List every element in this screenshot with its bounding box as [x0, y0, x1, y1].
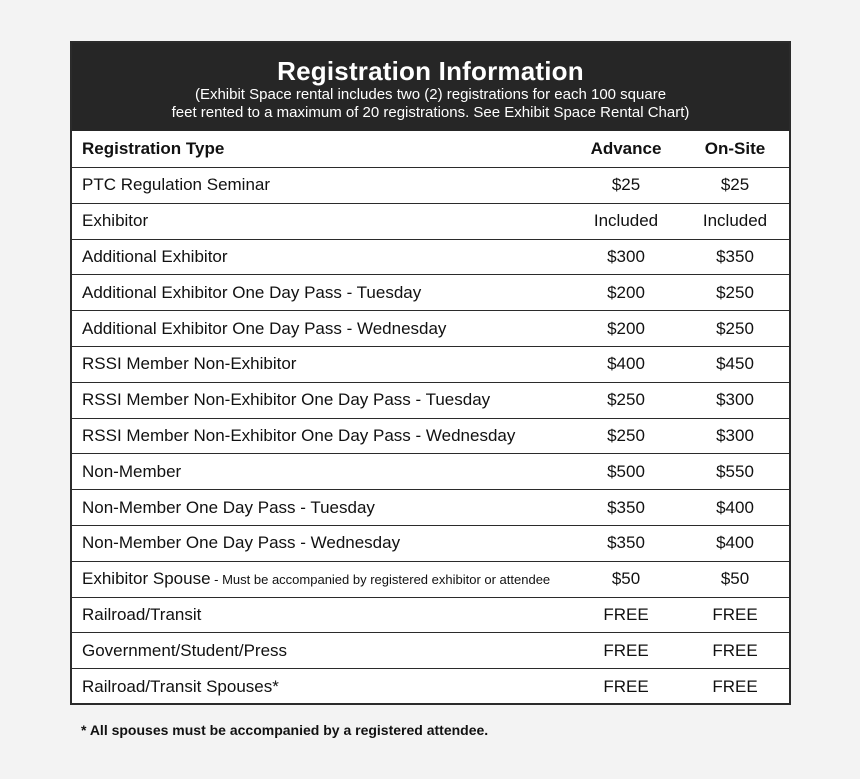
registration-type-cell	[72, 319, 571, 339]
onsite-price-cell: FREE	[712, 677, 758, 697]
registration-type-label: RSSI Member Non-Exhibitor	[82, 354, 297, 374]
registration-type-label: RSSI Member Non-Exhibitor One Day Pass - Wednesday	[82, 425, 516, 445]
advance-price-cell: $200	[607, 318, 645, 338]
advance-price-cell: FREE	[603, 640, 649, 660]
column-header-advance: Advance	[590, 139, 662, 158]
registration-type-cell	[72, 426, 571, 446]
header-subtitle-line-1: (Exhibit Space rental includes two (2) registrations for each 100 square	[194, 86, 667, 103]
registration-type-label: PTC Regulation Seminar	[82, 175, 271, 195]
table-row	[72, 598, 789, 634]
onsite-price-cell: Included	[702, 211, 768, 231]
registration-type-cell	[72, 569, 571, 589]
registration-type-cell	[72, 605, 571, 625]
registration-type-label: Exhibitor	[82, 211, 149, 231]
footnote: * All spouses must be accompanied by a registered attendee.	[81, 722, 489, 738]
registration-type-cell	[72, 677, 571, 697]
page-title: Registration Information	[277, 56, 584, 86]
onsite-price-cell: $400	[716, 533, 754, 553]
advance-price-cell: $400	[607, 354, 645, 374]
advance-price-cell: Included	[593, 211, 659, 231]
advance-price-cell: $500	[607, 461, 645, 481]
advance-price-cell: $250	[607, 425, 645, 445]
onsite-price-cell: $250	[716, 318, 754, 338]
registration-table	[72, 131, 789, 705]
table-row	[72, 454, 789, 490]
advance-price-cell: $250	[607, 390, 645, 410]
registration-type-label: Railroad/Transit	[82, 604, 202, 624]
table-row	[72, 633, 789, 669]
registration-type-label: Non-Member One Day Pass - Tuesday	[82, 497, 375, 517]
header-subtitle-line-2: feet rented to a maximum of 20 registrations. See Exhibit Space Rental Chart)	[171, 104, 690, 121]
registration-type-label: Non-Member	[82, 461, 182, 481]
table-header-row	[72, 131, 789, 168]
table-row	[72, 311, 789, 347]
advance-price-cell: $200	[607, 282, 645, 302]
table-row	[72, 168, 789, 204]
onsite-price-cell: $300	[716, 390, 754, 410]
registration-type-cell	[72, 283, 571, 303]
registration-type-note: - Must be accompanied by registered exhibitor or attendee	[210, 572, 551, 588]
registration-type-cell	[72, 354, 571, 374]
registration-header	[72, 43, 789, 131]
onsite-price-cell: $350	[716, 246, 754, 266]
registration-type-label: RSSI Member Non-Exhibitor One Day Pass - Tuesday	[82, 390, 491, 410]
advance-price-cell: $300	[607, 246, 645, 266]
column-header-registration-type: Registration Type	[82, 139, 225, 158]
onsite-price-cell: FREE	[712, 604, 758, 624]
onsite-price-cell: $50	[720, 569, 750, 589]
advance-price-cell: $350	[607, 533, 645, 553]
registration-type-label: Additional Exhibitor One Day Pass - Wednesday	[82, 318, 447, 338]
onsite-price-cell: $300	[716, 425, 754, 445]
registration-type-cell	[72, 641, 571, 661]
registration-type-cell	[72, 498, 571, 518]
registration-type-label: Railroad/Transit Spouses*	[82, 677, 279, 697]
registration-type-cell	[72, 533, 571, 553]
onsite-price-cell: $450	[716, 354, 754, 374]
table-row	[72, 490, 789, 526]
table-row	[72, 240, 789, 276]
table-row	[72, 275, 789, 311]
registration-type-cell	[72, 390, 571, 410]
registration-type-label: Additional Exhibitor	[82, 246, 228, 266]
registration-type-cell	[72, 247, 571, 267]
table-body	[72, 168, 789, 705]
onsite-price-cell: $250	[716, 282, 754, 302]
onsite-price-cell: $25	[720, 175, 750, 195]
registration-type-label: Government/Student/Press	[82, 640, 288, 660]
onsite-price-cell: $400	[716, 497, 754, 517]
registration-type-cell	[72, 462, 571, 482]
advance-price-cell: FREE	[603, 604, 649, 624]
registration-card	[70, 41, 791, 705]
table-row	[72, 669, 789, 705]
registration-type-label: Additional Exhibitor One Day Pass - Tuesday	[82, 282, 422, 302]
onsite-price-cell: FREE	[712, 640, 758, 660]
onsite-price-cell: $550	[716, 461, 754, 481]
advance-price-cell: FREE	[603, 677, 649, 697]
table-row	[72, 383, 789, 419]
registration-type-cell	[72, 211, 571, 231]
table-row	[72, 562, 789, 598]
registration-type-label: Exhibitor Spouse	[82, 569, 211, 589]
advance-price-cell: $50	[611, 569, 641, 589]
table-row	[72, 526, 789, 562]
registration-type-label: Non-Member One Day Pass - Wednesday	[82, 533, 401, 553]
table-row	[72, 347, 789, 383]
advance-price-cell: $25	[611, 175, 641, 195]
table-row	[72, 419, 789, 455]
advance-price-cell: $350	[607, 497, 645, 517]
registration-type-cell	[72, 175, 571, 195]
table-row	[72, 204, 789, 240]
column-header-onsite: On-Site	[704, 139, 766, 158]
